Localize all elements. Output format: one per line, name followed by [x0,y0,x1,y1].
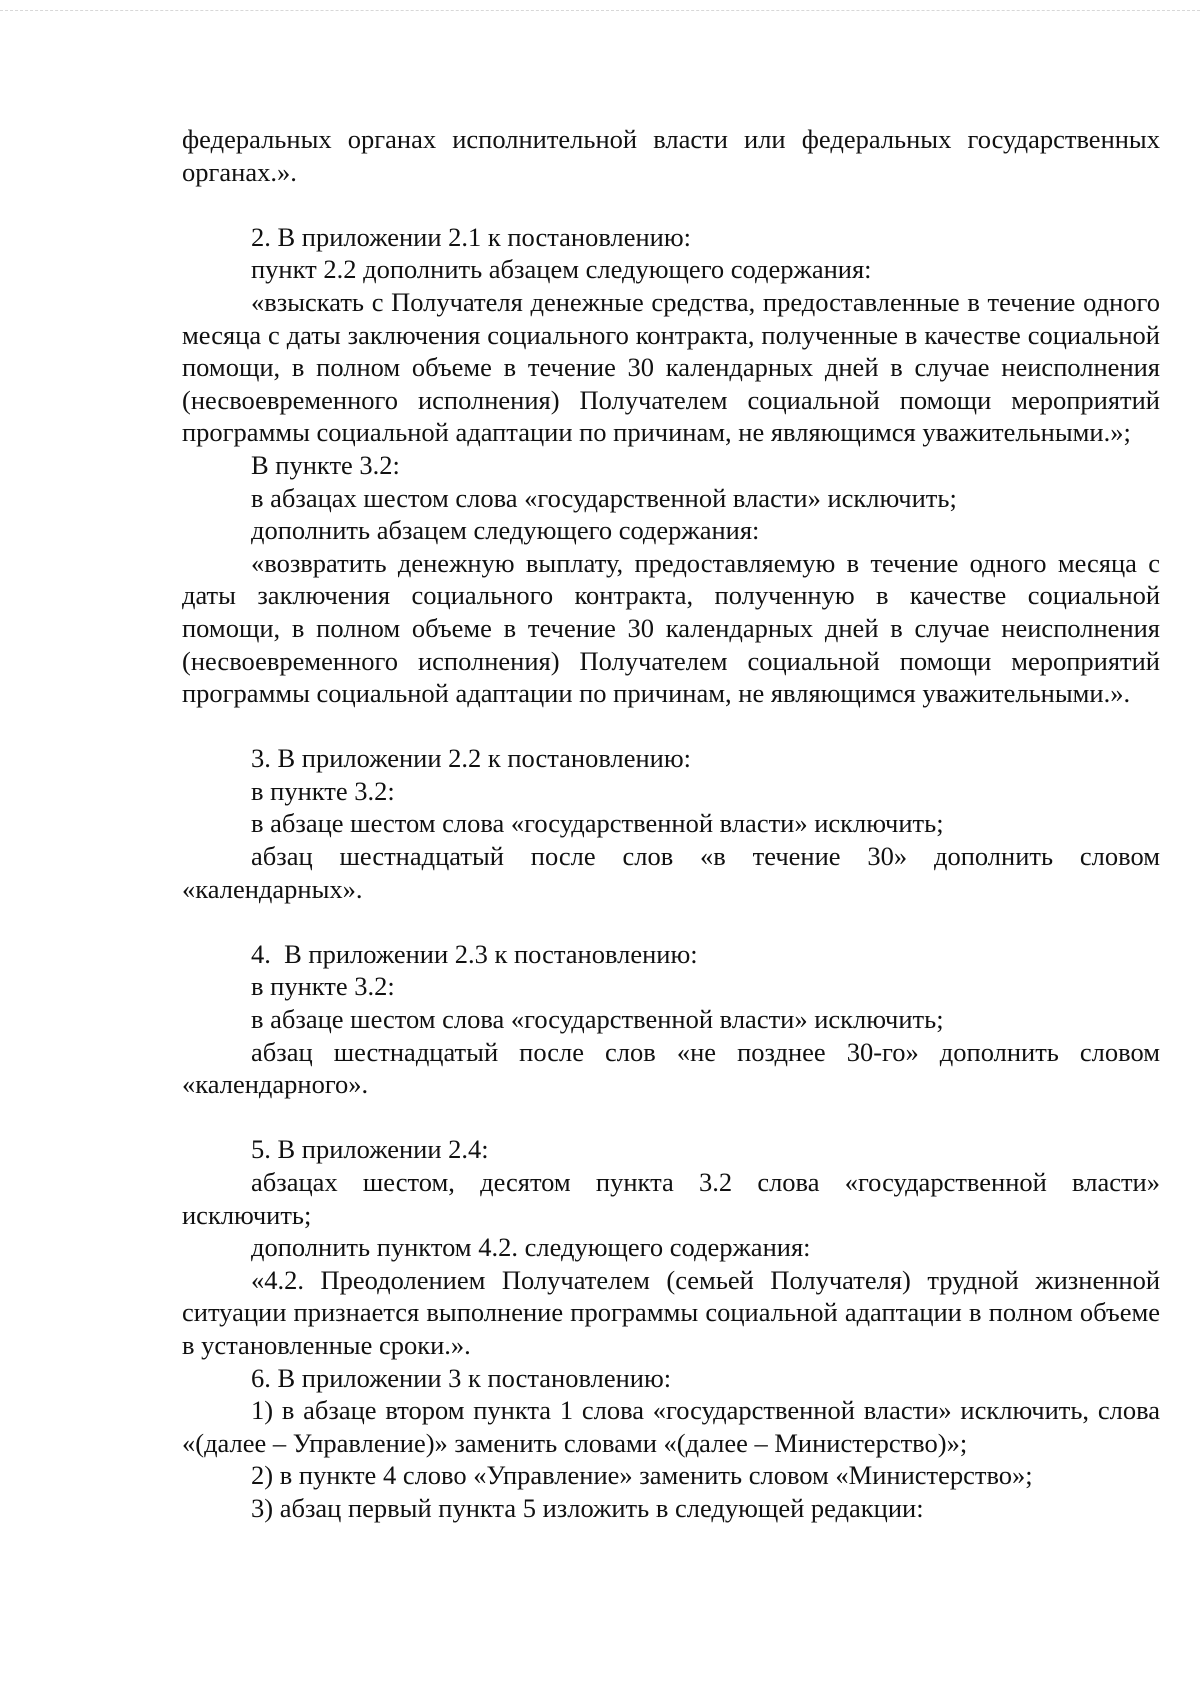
paragraph: 2) в пункте 4 слово «Управление» заменить словом «Министерство»; [251,1460,1033,1491]
paragraph: 3) абзац первый пункта 5 изложить в следующей редакции: [251,1492,924,1523]
paragraph: пункт 2.2 дополнить абзацем следующего содержания: [251,254,872,285]
paragraph: абзац шестнадцатый после слов «не позднее 30-го» дополнить словом «календарного». [182,1036,1160,1100]
paragraph: «возвратить денежную выплату, предоставляемую в течение одного месяца с даты заключения социального контракта, полученную в качестве социальной помощи, в полном объеме в течение 30 календарных дней в случае неисполнения (несвоевременного исполнения) Получателем социальной помощи мероприятий программы социальной адаптации по причинам, не являющимся уважительными.». [182,547,1160,709]
section-gap [182,188,1160,221]
section-gap [182,1101,1160,1134]
paragraph: в абзаце шестом слова «государственной власти» исключить; [251,808,944,839]
section-2-heading: 2. В приложении 2.1 к постановлению: [251,221,691,252]
scan-edge-line [0,10,1200,11]
section-6-heading: 6. В приложении 3 к постановлению: [251,1362,672,1393]
paragraph: абзацах шестом, десятом пункта 3.2 слова «государственной власти» исключить; [182,1167,1160,1230]
section-gap [182,710,1160,743]
paragraph: в абзацах шестом слова «государственной власти» исключить; [251,482,957,513]
paragraph: дополнить абзацем следующего содержания: [251,515,760,546]
section-gap [182,905,1160,938]
paragraph: «взыскать с Получателя денежные средства, предоставленные в течение одного месяца с даты заключения социального контракта, полученные в качестве социальной помощи, в полном объеме в течение 30 календарных дней в случае неисполнения (несвоевременного исполнения) Получателем социальной помощи мероприятий программы социальной адаптации по причинам, не являющимся уважительными.»; [182,286,1160,448]
paragraph: в пункте 3.2: [251,775,395,806]
document-page [182,123,1160,1525]
paragraph: 1) в абзаце втором пункта 1 слова «государственной власти» исключить, слова «(далее – Управление)» заменить словами «(далее – Министерство)»; [182,1395,1160,1458]
section-5-heading: 5. В приложении 2.4: [251,1134,489,1165]
paragraph: дополнить пунктом 4.2. следующего содержания: [251,1232,811,1263]
section-3-heading: 3. В приложении 2.2 к постановлению: [251,743,691,774]
paragraph: в абзаце шестом слова «государственной власти» исключить; [251,1004,944,1035]
paragraph: В пункте 3.2: [251,449,400,480]
paragraph: абзац шестнадцатый после слов «в течение 30» дополнить словом «календарных». [182,841,1160,904]
paragraph-continuation: федеральных органах исполнительной власти или федеральных государственных органах.». [182,124,1160,187]
paragraph: в пункте 3.2: [251,971,395,1002]
paragraph: «4.2. Преодолением Получателем (семьей Получателя) трудной жизненной ситуации признается выполнение программы социальной адаптации в полном объеме в установленные сроки.». [182,1264,1160,1360]
section-4-heading: 4. В приложении 2.3 к постановлению: [251,938,698,969]
